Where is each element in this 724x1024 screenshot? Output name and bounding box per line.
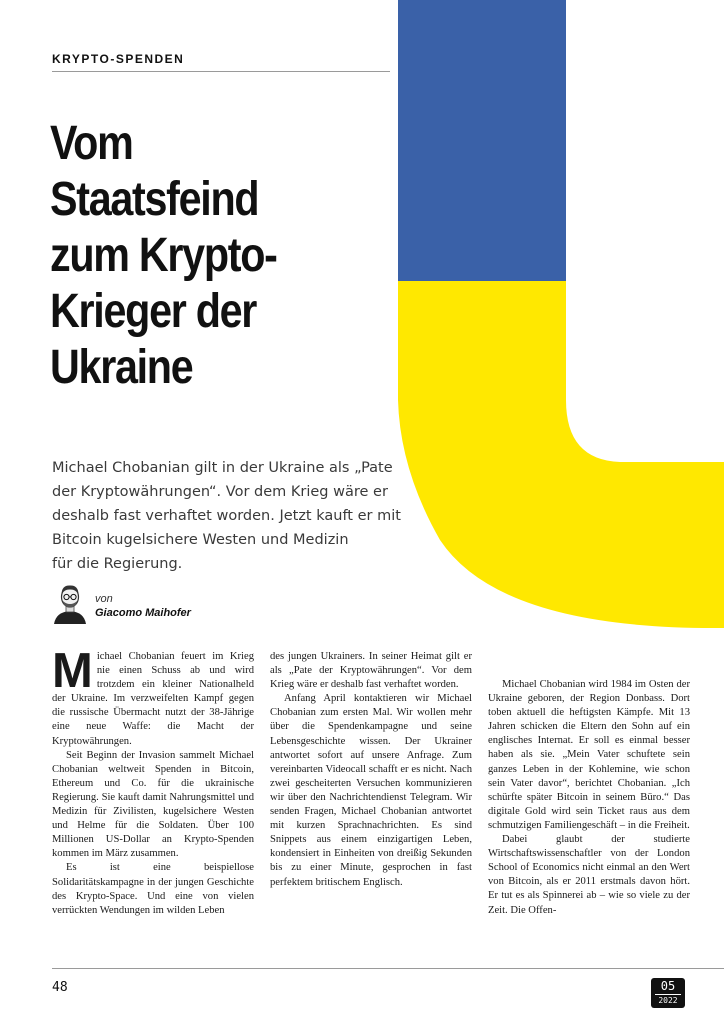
body-paragraph: des jungen Ukrainers. In seiner Heimat gilt er als „Pate der Kryptowährungen“. Vor dem Krieg wäre er deshalb fast verhaftet worden. (270, 651, 472, 691)
body-paragraph: Anfang April kontaktieren wir Michael Chobanian zum ersten Mal. Wir wollen mehr über die Spendenkampagne und seine Lebensgeschichte wissen. Der Ukrainer antwortet sofort auf unsere Anfrage. Zum vereinbarten Videocall schafft er es nicht. Nach zwei gescheiterten Versuchen kommunizieren wir über den Nachrichtendienst Telegram. Wir senden Fragen, Michael Chobanian antwortet mit kurzen Sprachnachrichten. Es sind Snippets aus einem einzigartigen Leben, kondensiert in Einheiten von dreißig Sekunden bis zu einer Minute, gesprochen in fast perfektem britischem Englisch. (270, 693, 472, 888)
body-column-2 (270, 650, 472, 890)
lead-line: deshalb fast verhaftet worden. Jetzt kauft er mit (52, 508, 401, 524)
body-column-1 (52, 644, 254, 918)
headline-line: Ukraine (50, 341, 193, 394)
kicker-divider (52, 71, 390, 72)
issue-badge (651, 978, 685, 1008)
page-number: 48 (52, 980, 68, 995)
flag-yellow-arc (398, 281, 724, 628)
author-portrait-icon (52, 582, 88, 624)
headline-line: Staatsfeind (50, 173, 259, 226)
lead-line: für die Regierung. (52, 556, 183, 572)
body-column-3 (488, 678, 690, 918)
lead-line: Bitcoin kugelsichere Westen und Medizin (52, 532, 349, 548)
issue-number: 05 (660, 979, 676, 993)
lead-line: der Kryptowährungen“. Vor dem Krieg wäre er (52, 484, 388, 500)
body-paragraph: Michael Chobanian feuert im Krieg nie einen Schuss ab und wird trotzdem ein kleiner Nationalheld der Ukraine. Im verzweifelten Kampf gegen die russische Übermacht nutzt der 38-Jährige eine neue Waffe: die Macht der Kryptowährungen. (52, 644, 254, 747)
headline-line: zum Krypto- (50, 229, 277, 282)
flag-blue-band (398, 0, 566, 281)
body-paragraph: Seit Beginn der Invasion sammelt Michael Chobanian weltweit Spenden in Bitcoin, Ethereum und Co. für die ukrainische Regierung. Sie kauft damit Nahrungsmittel und Medizin für Zivilisten, kugelsichere Westen und Helme für die Soldaten. Über 100 Millionen US-Dollar an Krypto-Spenden kommen im März zusammen. (52, 749, 254, 860)
article-lead (52, 456, 424, 576)
section-kicker: KRYPTO-SPENDEN (52, 52, 185, 66)
lead-line: Michael Chobanian gilt in der Ukraine als „Pate (52, 460, 393, 476)
byline-prefix: von (95, 593, 113, 605)
byline-author: Giacomo Maihofer (95, 607, 191, 619)
headline-line: Vom (50, 117, 133, 170)
issue-year: 2022 (658, 996, 678, 1005)
footer-divider (52, 968, 724, 969)
body-paragraph: Dabei glaubt der studierte Wirtschaftswissenschaftler von der London School of Economics nicht einmal an den Wert von Bitcoin, als er 2011 erstmals davon hört. Er tut es als Spinnerei ab – wie so viele zu der Zeit. Die Offen- (488, 834, 690, 916)
article-headline (50, 116, 360, 396)
headline-line: Krieger der (50, 285, 257, 338)
body-paragraph: Es ist eine beispiellose Solidaritätskampagne in der jungen Geschichte des Krypto-Space. Und eine von vielen verrückten Wendungen im wilden Leben (52, 862, 254, 916)
body-paragraph: Michael Chobanian wird 1984 im Osten der Ukraine geboren, der Region Donbass. Dort toben aktuell die heftigsten Kämpfe. Mit 13 Jahren schicken die Eltern den Sohn auf ein englisches Internat. Er soll es einmal besser haben als sie. „Mein Vater schuftete sein ganzes Leben in der Kohlemine, wie schon sein Vater davor“, berichtet Chobanian. „Ich schürfte später Bitcoin in seinem Büro.“ Das digitale Gold wird sein Ticket raus aus dem schmutzigen Familiengeschäft – in die Freiheit. (488, 679, 690, 831)
